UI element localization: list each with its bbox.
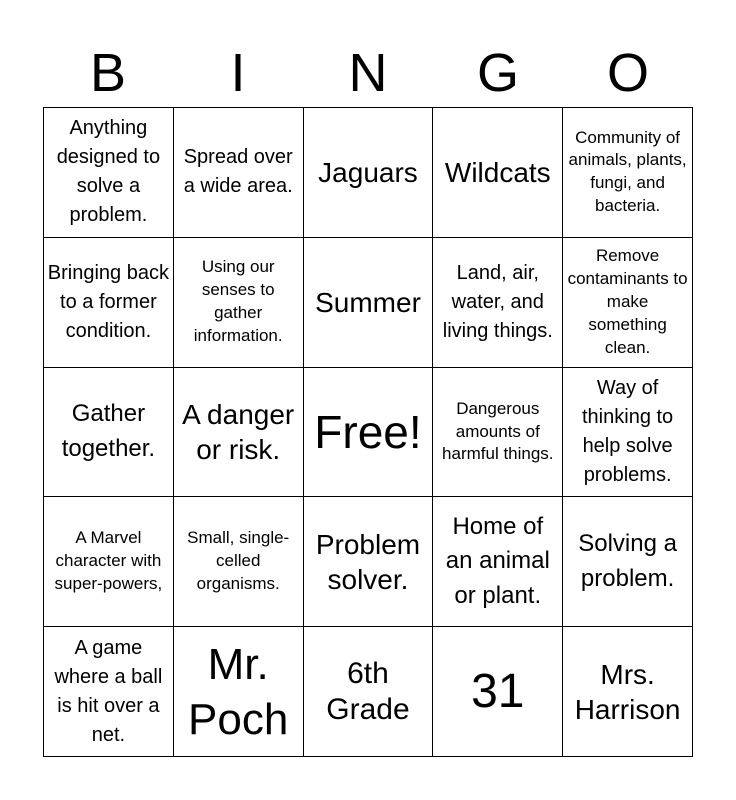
bingo-cell-r2-c4[interactable] — [433, 238, 563, 368]
cell-text: Mr. Poch — [188, 639, 289, 744]
cell-text: A Marvel character with super-powers, — [54, 528, 163, 594]
cell-text: Home of an animal or plant. — [445, 512, 550, 610]
bingo-cell-r4-c5[interactable] — [563, 497, 693, 627]
cell-text: Way of thinking to help solve problems. — [582, 376, 674, 486]
cell-text: Problem solver. — [315, 528, 421, 595]
bingo-cell-r1-c3[interactable] — [304, 108, 434, 238]
bingo-cell-r1-c5[interactable] — [563, 108, 693, 238]
header-letter-o: O — [606, 43, 649, 103]
cell-text: A danger or risk. — [182, 398, 295, 465]
cell-text: Bringing back to a former condition. — [47, 261, 169, 342]
cell-text: Gather together. — [61, 400, 156, 462]
cell-text: Remove contaminants to make something clean. — [567, 245, 688, 357]
bingo-cell-r3-c2[interactable] — [174, 368, 304, 498]
cell-text: Mrs. Harrison — [574, 658, 681, 725]
cell-text: 6th Grade — [326, 656, 410, 726]
bingo-cell-r1-c2[interactable] — [174, 108, 304, 238]
cell-text: Jaguars — [318, 156, 418, 188]
bingo-cell-r5-c1[interactable] — [44, 627, 174, 757]
bingo-cell-r5-c4[interactable] — [433, 627, 563, 757]
bingo-cell-r2-c1[interactable] — [44, 238, 174, 368]
bingo-free-space[interactable] — [304, 368, 434, 498]
cell-text: Free! — [314, 405, 422, 458]
bingo-cell-r4-c1[interactable] — [44, 497, 174, 627]
cell-text: Anything designed to solve a problem. — [56, 117, 161, 227]
cell-text: Spread over a wide area. — [183, 146, 293, 198]
header-letter-g: G — [476, 43, 519, 103]
cell-text: Wildcats — [444, 156, 551, 188]
cell-text: Small, single-celled organisms. — [187, 528, 290, 594]
bingo-cell-r4-c2[interactable] — [174, 497, 304, 627]
header-letter-n: N — [348, 43, 388, 103]
bingo-cell-r5-c5[interactable] — [563, 627, 693, 757]
bingo-cell-r2-c2[interactable] — [174, 238, 304, 368]
cell-text: Community of animals, plants, fungi, and bacteria. — [568, 127, 687, 216]
bingo-cell-r3-c4[interactable] — [433, 368, 563, 498]
bingo-card-grid — [43, 107, 693, 757]
bingo-cell-r2-c3[interactable] — [304, 238, 434, 368]
bingo-cell-r4-c4[interactable] — [433, 497, 563, 627]
cell-text: 31 — [471, 664, 525, 718]
bingo-cell-r1-c1[interactable] — [44, 108, 174, 238]
bingo-cell-r2-c5[interactable] — [563, 238, 693, 368]
header-letter-b: B — [89, 43, 127, 103]
cell-text: Using our senses to gather information. — [193, 257, 283, 346]
bingo-cell-r5-c3[interactable] — [304, 627, 434, 757]
bingo-cell-r4-c3[interactable] — [304, 497, 434, 627]
cell-text: Solving a problem. — [578, 529, 677, 592]
bingo-cell-r1-c4[interactable] — [433, 108, 563, 238]
cell-text: A game where a ball is hit over a net. — [54, 636, 163, 746]
cell-text: Land, air, water, and living things. — [442, 261, 553, 342]
bingo-cell-r3-c1[interactable] — [44, 368, 174, 498]
bingo-cell-r5-c2[interactable] — [174, 627, 304, 757]
cell-text: Dangerous amounts of harmful things. — [442, 398, 554, 464]
bingo-header — [43, 40, 693, 106]
cell-text: Summer — [315, 286, 421, 318]
header-letter-i: I — [230, 43, 246, 103]
bingo-cell-r3-c5[interactable] — [563, 368, 693, 498]
